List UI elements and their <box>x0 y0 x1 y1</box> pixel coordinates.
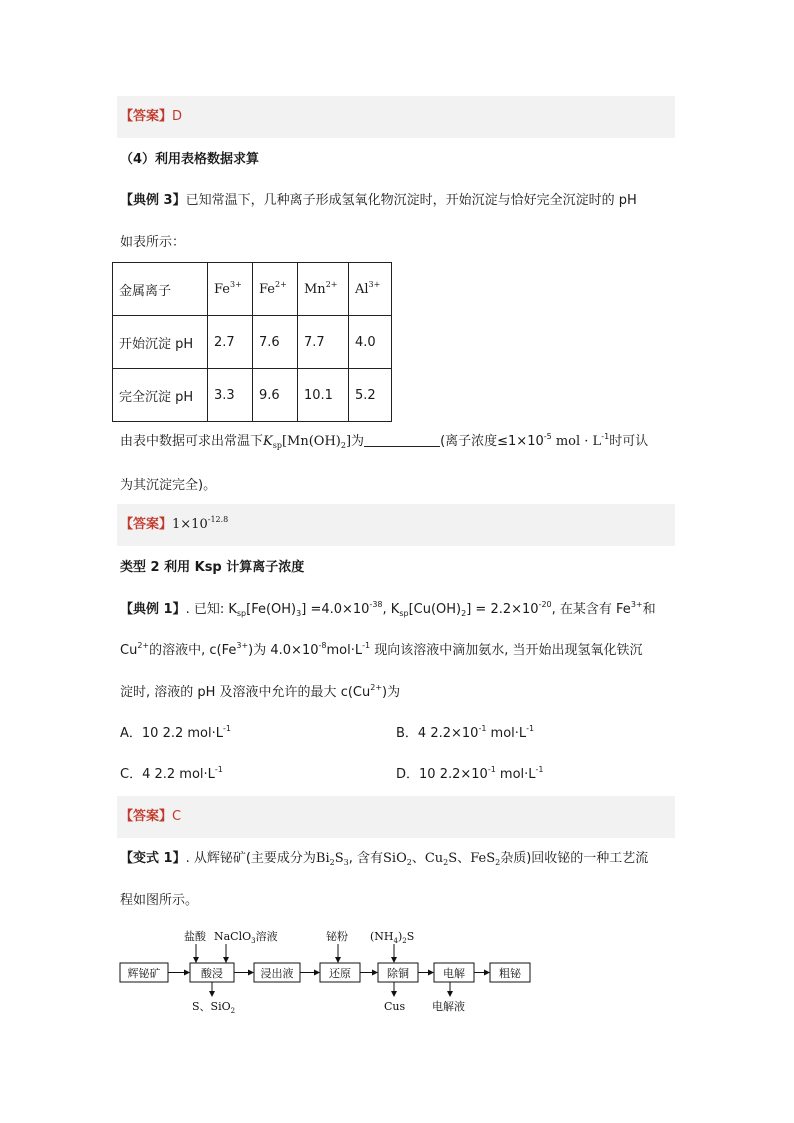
table-header-row <box>113 263 392 316</box>
svg-text:还原: 还原 <box>329 967 351 980</box>
output-electrolyte: 电解液 <box>432 1000 465 1013</box>
table-row <box>113 369 392 422</box>
flow-box-electrolysis <box>434 963 474 982</box>
ion-fe3: $Fe^{3+}$ <box>208 263 253 316</box>
flow-box-ore <box>120 963 168 982</box>
answer-3 <box>120 807 181 827</box>
question-ksp-line2: 为其沉淀完全)。 <box>120 478 217 493</box>
option-a[interactable]: A．10 2.2 $mol\cdot L^{-1}$ <box>120 724 231 741</box>
table-cell: 2.7 <box>208 316 253 369</box>
input-hcl: 盐酸 <box>184 930 206 943</box>
table-cell: 9.6 <box>253 369 298 422</box>
answer-label: 【答案】 <box>120 809 173 824</box>
process-flow-diagram <box>118 926 538 1018</box>
example-text: 已知常温下，几种离子形成氢氧化物沉淀时，开始沉淀与恰好完全沉淀时的 pH <box>185 193 637 208</box>
flow-box-leachate <box>254 963 300 982</box>
flow-box-crude-bismuth <box>490 963 530 982</box>
answer-label: 【答案】 <box>120 109 173 124</box>
example-1-line3: 淀时, 溶液的 pH 及溶液中允许的最大 $c(Cu^{2+})$为 <box>120 683 401 700</box>
answer-2: 【答案】$1\times 10^{-12.8}$ <box>120 515 229 532</box>
flow-box-leach <box>190 963 234 982</box>
answer-label: 【答案】 <box>120 517 173 532</box>
variant-1-line2: 程如图所示。 <box>120 893 199 908</box>
row-label: 完全沉淀 pH <box>113 369 208 422</box>
variant-1-line1: 【变式 1】. 从辉铋矿(主要成分为$Bi_2S_3$, 含有SiO$_2$、$Cu_2S$、FeS$_2$杂质)回收铋的一种工艺流 <box>120 851 649 867</box>
option-c[interactable]: C．4 2.2 $mol\cdot L^{-1}$ <box>120 765 223 782</box>
answer-1 <box>120 107 182 127</box>
example-3-line2: 如表所示： <box>120 235 186 250</box>
example-label: 【典例 3】 <box>120 193 186 208</box>
table-cell: 7.6 <box>253 316 298 369</box>
section-title: （4）利用表格数据求算 <box>120 152 260 167</box>
flow-box-reduce <box>320 963 360 982</box>
example-1-line1: 【典例 1】. 已知: $K_{sp}[Fe(OH)_3] =4.0\times 10^{-38}$, $K_{sp}[Cu(OH)_2] = 2.2\times 10^{-20}$, 在某含有 $Fe^{3+}$和 <box>120 600 656 618</box>
table-cell: 4.0 <box>349 316 392 369</box>
table-cell: 10.1 <box>298 369 349 422</box>
input-ammonium-sulfide: $(NH_4)_2S$ <box>370 930 415 945</box>
svg-text:酸浸: 酸浸 <box>201 967 223 980</box>
output-cus: Cus <box>384 1000 406 1013</box>
variant-label: 【变式 1】 <box>120 851 186 866</box>
svg-text:粗铋: 粗铋 <box>499 967 521 980</box>
table-row <box>113 316 392 369</box>
answer-band-3 <box>117 796 675 838</box>
svg-text:电解: 电解 <box>443 967 465 980</box>
ion-al3: $Al^{3+}$ <box>349 263 392 316</box>
answer-value: 1×10 <box>172 517 208 532</box>
output-s-sio2: S、SiO$_2$ <box>192 1000 236 1015</box>
example-1-line2: $Cu^{2+}$的溶液中, $c(Fe^{3+})$为 $4.0\times 10^{-8}mol\cdot L^{-1}$ 现向该溶液中滴加氨水, 当开始出现氢氧化铁沉 <box>120 641 643 658</box>
option-b[interactable]: B．4 $2.2\times 10^{-1}$ $mol\cdot L^{-1}$ <box>396 724 535 741</box>
answer-value: D <box>172 109 183 124</box>
question-ksp-line1: 由表中数据可求出常温下$K_{sp}[Mn(OH)_2]$为 (离子浓度$\le 1\times 10^{-5}$ mol · $L^{-1}$时可认 <box>120 432 649 450</box>
example-3-line1 <box>120 191 637 211</box>
precipitation-table <box>112 262 392 422</box>
table-cell: 7.7 <box>298 316 349 369</box>
row-label: 开始沉淀 pH <box>113 316 208 369</box>
svg-text:除铜: 除铜 <box>387 967 409 980</box>
table-cell: 3.3 <box>208 369 253 422</box>
option-d[interactable]: D．10 $2.2\times 10^{-1}$ $mol\cdot L^{-1}$ <box>396 765 544 782</box>
ion-mn2: $Mn^{2+}$ <box>298 263 349 316</box>
example-label: 【典例 1】 <box>120 602 186 617</box>
ion-fe2: $Fe^{2+}$ <box>253 263 298 316</box>
answer-blank[interactable] <box>364 432 440 447</box>
svg-text:辉铋矿: 辉铋矿 <box>127 967 161 980</box>
table-header-label: 金属离子 <box>113 263 208 316</box>
type-2-title: 类型 2 利用 Ksp 计算离子浓度 <box>120 560 305 575</box>
answer-band-1 <box>117 96 675 138</box>
svg-text:浸出液: 浸出液 <box>260 967 294 980</box>
answer-value: C <box>172 809 182 824</box>
table-cell: 5.2 <box>349 369 392 422</box>
flow-box-copper-removal <box>378 963 418 982</box>
input-naclo3: NaClO$_3$溶液 <box>214 930 278 945</box>
input-bismuth-powder: 铋粉 <box>326 930 348 943</box>
